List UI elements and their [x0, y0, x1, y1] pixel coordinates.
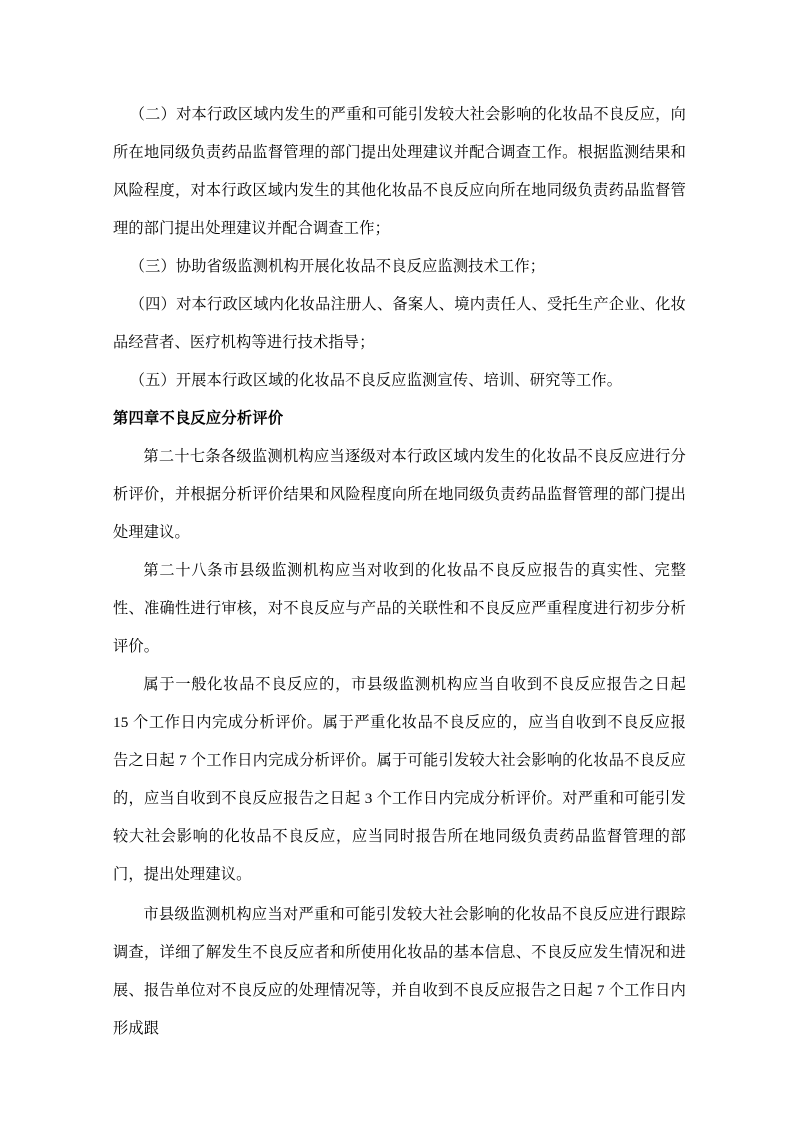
chapter-heading: 第四章不良反应分析评价 — [113, 410, 284, 427]
paragraph-article-28-continued-1: 属于一般化妆品不良反应的，市县级监测机构应当自收到不良反应报告之日起 15 个工作日内完成分析评价。属于严重化妆品不良反应的，应当自收到不良反应报告之日起 7 个工作日内完成分析评价。属于可能引发较大社会影响的化妆品不良反应的，应当自收到不良反应报告之日起 3 个工作日内完成分析评价。对严重和可能引发较大社会影响的化妆品不良反应，应当同时报告所在地同级负责药品监督管理的部门，提出处理建议。 — [113, 676, 686, 883]
paragraph-item-5: （五）开展本行政区域的化妆品不良反应监测宣传、培训、研究等工作。 — [129, 372, 623, 389]
paragraph-article-28: 第二十八条市县级监测机构应当对收到的化妆品不良反应报告的真实性、完整性、准确性进行审核，对不良反应与产品的关联性和不良反应严重程度进行初步分析评价。 — [113, 562, 686, 655]
document-body — [113, 96, 686, 1048]
paragraph-item-2: （二）对本行政区域内发生的严重和可能引发较大社会影响的化妆品不良反应，向所在地同级负责药品监督管理的部门提出处理建议并配合调查工作。根据监测结果和风险程度，对本行政区域内发生的其他化妆品不良反应向所在地同级负责药品监督管理的部门提出处理建议并配合调查工作； — [113, 106, 686, 237]
paragraph-article-28-continued-2: 市县级监测机构应当对严重和可能引发较大社会影响的化妆品不良反应进行跟踪调查，详细了解发生不良反应者和所使用化妆品的基本信息、不良反应发生情况和进展、报告单位对不良反应的处理情况等，并自收到不良反应报告之日起 7 个工作日内形成跟 — [113, 906, 686, 1037]
paragraph-article-27: 第二十七条各级监测机构应当逐级对本行政区域内发生的化妆品不良反应进行分析评价，并根据分析评价结果和风险程度向所在地同级负责药品监督管理的部门提出处理建议。 — [113, 448, 686, 541]
paragraph-item-3: （三）协助省级监测机构开展化妆品不良反应监测技术工作； — [129, 258, 546, 275]
paragraph-item-4: （四）对本行政区域内化妆品注册人、备案人、境内责任人、受托生产企业、化妆品经营者、医疗机构等进行技术指导； — [113, 296, 686, 351]
